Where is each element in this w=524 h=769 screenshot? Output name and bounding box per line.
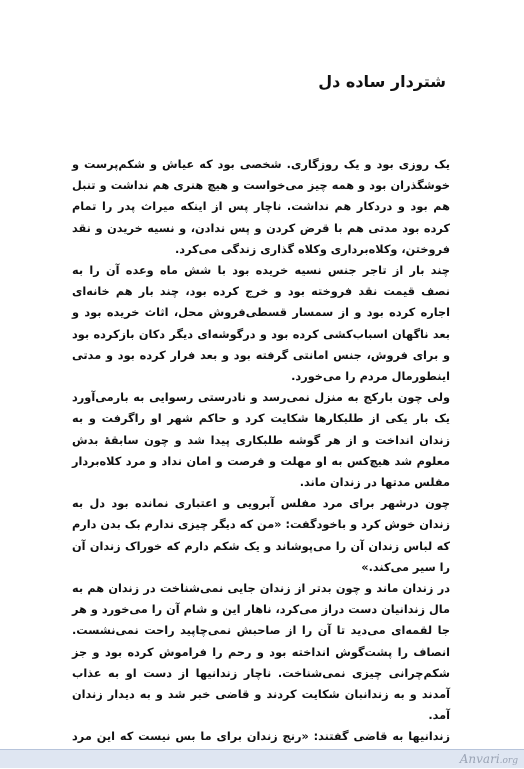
watermark-text: Anvari [459,752,500,766]
watermark [460,752,518,766]
paragraph: در زندان ماند و چون بدتر از زندان جایی نمی‌شناخت در زندان هم به مال زندانیان دست دراز می‌کرد، ناهار این و شام آن را می‌خورد و هر جا لقمه‌ای می‌دید تا آن را از صاحبش نمی‌چاپید راحت نمی‌نشست. انصاف را پشت‌گوش انداخته بود و رحم را فراموش کرده بود و جز شکم‌چرانی چیزی نمی‌شناخت. ناچار زندانیها از دست او به عذاب آمدند و به زندانبان شکایت کردند و قاضی خبر شد و به دیدار زندان آمد. [72,582,450,723]
watermark-suffix: .org [499,756,518,766]
paragraph: زندانیها به قاضی گفتند: «رنج زندان برای ما بس نیست که این مرد [72,730,450,744]
paragraph: چون درشهر برای مرد مفلس آبرویی و اعتباری نمانده بود دل به زندان خوش کرد و باخودگفت: «من که دیگر چیزی ندارم بک بدن دارم که لباس زندان آن را می‌پوشاند و یک شکم دارم که خوراک زندان آن را سیر می‌کند.» [72,497,450,574]
paragraph: یک روزی بود و یک روزگاری. شخصی بود که عیاش و شکم‌پرست و خوشگذران بود و همه چیز می‌خواست و هیچ هنری هم نداشت و تنبل هم بود و دردکار هم نداشت. ناچار پس از اینکه میراث پدر را تمام کرده بود مدتی هم با قرض کردن و پس ندادن، و نسیه خریدن و نقد فروختن، وکلاه‌برداری وکلاه گذاری زندگی می‌کرد. [72,158,450,256]
paragraph: ولی چون بارکج به منزل نمی‌رسد و نادرستی رسوایی به بارمی‌آورد یک بار یکی از طلبکارها شکایت کرد و حاکم شهر او راگرفت و به زندان انداخت و از هر گوشه طلبکاری پیدا شد و چون سابقهٔ بدش معلوم شد هیچ‌کس به او مهلت و فرصت و امان نداد و مرد کلاه‌بردار مفلس مدتها در زندان ماند. [72,391,450,490]
footer-bar [0,749,524,768]
paragraph: چند بار از تاجر جنس نسیه خریده بود با شش ماه وعده آن را به نصف قیمت نقد فروخته بود و خرج کرده بود، چند بار هم خانه‌ای اجاره کرده بود و از سمسار قسطی‌فروش محل، اثاث خریده بود و بعد ناگهان اسباب‌کشی کرده بود و درگوشه‌ای دیگر دکان بازکرده بود و برای فروش، جنس امانتی گرفته بود و بعد فرار کرده بود و مدتی اینطورمال مردم را می‌خورد. [72,264,450,384]
body-text [72,154,450,769]
chapter-title: شتردار ساده دل [318,72,446,91]
